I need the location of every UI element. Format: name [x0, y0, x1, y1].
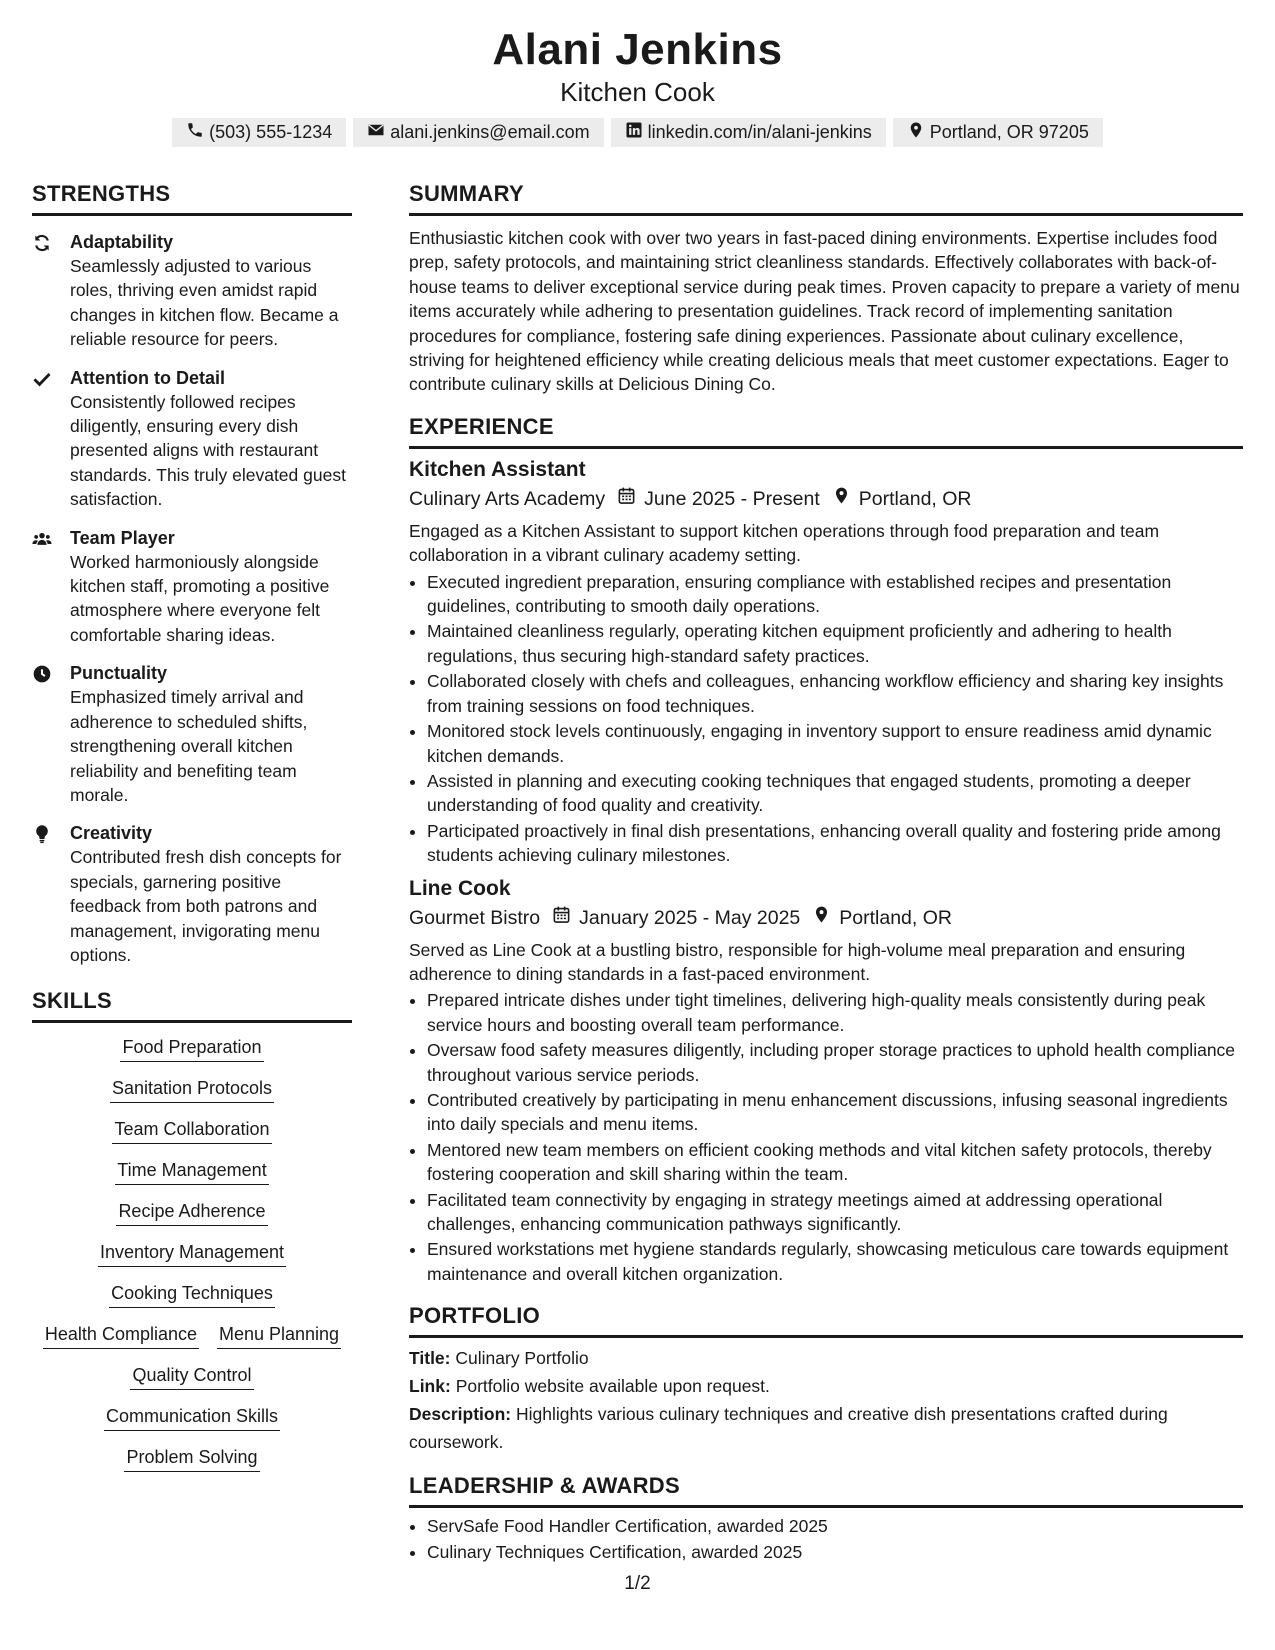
- job-entry: [409, 457, 1243, 868]
- strength-item: [32, 366, 352, 512]
- job-dates: June 2025 - Present: [644, 487, 820, 510]
- skill-tag: Time Management: [115, 1158, 268, 1185]
- right-column: [409, 180, 1243, 1565]
- job-bullets: [409, 570, 1243, 868]
- skills-list: [32, 1035, 352, 1472]
- portfolio-link: Portfolio website available upon request.: [455, 1376, 770, 1397]
- job-bullet: • Assisted in planning and executing cooking techniques that engaged students, promoting a deeper understanding of food quality and creativity.: [427, 769, 1243, 818]
- job-bullet: • Contributed creatively by participating in menu enhancement discussions, infusing seasonal ingredients into daily specials and menu items.: [427, 1088, 1243, 1137]
- candidate-name: Alani Jenkins: [492, 25, 783, 74]
- strength-item: [32, 661, 352, 807]
- phone-text: (503) 555-1234: [209, 122, 333, 142]
- email-text: alani.jenkins@email.com: [390, 122, 590, 142]
- job-bullet: • Mentored new team members on efficient cooking methods and vital kitchen safety protocols, thereby fostering cooperation and skill sharing within the team.: [427, 1138, 1243, 1187]
- phone-icon: [186, 121, 204, 144]
- award-item: • Culinary Techniques Certification, awarded 2025: [427, 1540, 1243, 1564]
- job-bullet: • Prepared intricate dishes under tight timelines, delivering high-quality meals consistently during peak service hours and boosting overall team performance.: [427, 988, 1243, 1037]
- strength-desc: Emphasized timely arrival and adherence to scheduled shifts, strengthening overall kitchen reliability and benefiting team morale.: [70, 687, 308, 805]
- sync-icon: [32, 230, 70, 352]
- job-description: Engaged as a Kitchen Assistant to support kitchen operations through food preparation and team collaboration in a vibrant culinary academy setting.: [409, 520, 1160, 566]
- skills-heading: SKILLS: [32, 987, 352, 1023]
- awards-list: [409, 1514, 1243, 1564]
- job-bullet: • Collaborated closely with chefs and colleagues, enhancing workflow efficiency and sharing key insights from training sessions on food techniques.: [427, 669, 1243, 718]
- portfolio-section: [409, 1344, 1243, 1456]
- portfolio-title-label: Title:: [409, 1348, 451, 1369]
- contact-bar: [0, 118, 1275, 147]
- award-item: • ServSafe Food Handler Certification, awarded 2025: [427, 1514, 1243, 1538]
- strength-item: [32, 526, 352, 648]
- summary-heading: SUMMARY: [409, 180, 1243, 216]
- clock-icon: [32, 661, 70, 807]
- resume-header: [0, 24, 1275, 147]
- check-icon: [32, 366, 70, 512]
- portfolio-title-line: [409, 1344, 1243, 1372]
- page-number: 1/2: [624, 1573, 651, 1594]
- strength-title: Team Player: [70, 527, 175, 548]
- summary-text: Enthusiastic kitchen cook with over two years in fast-paced dining environments. Expertise includes food prep, safety protocols, and maintaining strict cleanliness standards. Effectively collaborates with back-of-house teams to deliver exceptional service during peak times. Proven capacity to prepare a variety of menu items accurately while adhering to presentation guidelines. Track record of implementing sanitation procedures for compliance, fostering safe dining experiences. Passionate about culinary excellence, striving for heightened efficiency while creating delicious meals that meet customer expectations. Eager to contribute culinary skills at Delicious Dining Co.: [409, 228, 1240, 395]
- company-name: Culinary Arts Academy: [409, 487, 606, 510]
- skill-tag: Inventory Management: [98, 1240, 286, 1267]
- calendar-icon: [540, 904, 579, 932]
- job-entry: [409, 876, 1243, 1287]
- job-location: Portland, OR: [858, 487, 972, 510]
- strength-desc: Consistently followed recipes diligently, ensuring every dish presented aligns with restaurant standards. This truly elevated guest satisfaction.: [70, 391, 346, 510]
- job-bullets: [409, 988, 1243, 1286]
- calendar-icon: [605, 485, 644, 513]
- skill-tag: Menu Planning: [217, 1322, 341, 1349]
- linkedin-icon: [625, 121, 643, 144]
- skill-tag: Recipe Adherence: [116, 1199, 267, 1226]
- contact-linkedin[interactable]: [611, 118, 886, 147]
- portfolio-link-line: [409, 1372, 1243, 1400]
- candidate-title: Kitchen Cook: [560, 77, 715, 107]
- linkedin-text: linkedin.com/in/alani-jenkins: [647, 122, 872, 142]
- job-bullet: • Oversaw food safety measures diligently, including proper storage practices to uphold health compliance throughout various service periods.: [427, 1038, 1243, 1087]
- map-pin-icon: [800, 904, 839, 932]
- job-meta: [409, 904, 1243, 932]
- strength-desc: Contributed fresh dish concepts for specials, garnering positive feedback from both patrons and management, invigorating menu options.: [70, 847, 342, 965]
- portfolio-desc-label: Description:: [409, 1404, 512, 1425]
- portfolio-desc: Highlights various culinary techniques and creative dish presentations crafted during coursework.: [409, 1404, 1168, 1453]
- strength-title: Punctuality: [70, 663, 168, 684]
- strengths-heading: STRENGTHS: [32, 180, 352, 216]
- map-pin-icon: [820, 485, 859, 513]
- job-title: Line Cook: [409, 876, 511, 900]
- skill-tag: Communication Skills: [104, 1404, 280, 1431]
- skill-tag: Team Collaboration: [112, 1117, 271, 1144]
- awards-heading: LEADERSHIP & AWARDS: [409, 1472, 1243, 1508]
- skill-tag: Cooking Techniques: [109, 1281, 275, 1308]
- location-text: Portland, OR 97205: [929, 122, 1089, 142]
- job-dates: January 2025 - May 2025: [579, 906, 801, 929]
- job-location: Portland, OR: [839, 906, 952, 929]
- map-pin-icon: [907, 121, 925, 144]
- portfolio-heading: PORTFOLIO: [409, 1302, 1243, 1338]
- contact-phone[interactable]: [172, 118, 346, 147]
- lightbulb-icon: [32, 821, 70, 967]
- skill-tag: Problem Solving: [124, 1445, 259, 1472]
- strength-title: Creativity: [70, 823, 153, 844]
- skill-tag: Quality Control: [130, 1363, 253, 1390]
- skill-tag: Food Preparation: [120, 1035, 263, 1062]
- experience-heading: EXPERIENCE: [409, 413, 1243, 449]
- users-icon: [32, 526, 70, 648]
- envelope-icon: [367, 121, 385, 144]
- strength-item: [32, 821, 352, 967]
- job-bullet: • Ensured workstations met hygiene standards regularly, showcasing meticulous care towards equipment maintenance and overall kitchen organization.: [427, 1237, 1243, 1286]
- job-title: Kitchen Assistant: [409, 457, 586, 481]
- strength-desc: Worked harmoniously alongside kitchen staff, promoting a positive atmosphere where everyone felt comfortable sharing ideas.: [70, 551, 330, 645]
- job-description: Served as Line Cook at a bustling bistro, responsible for high-volume meal preparation and ensuring adherence to dining standards in a fast-paced environment.: [409, 939, 1186, 984]
- job-bullet: • Participated proactively in final dish presentations, enhancing overall quality and fostering pride among students achieving culinary milestones.: [427, 819, 1243, 868]
- contact-location: [893, 118, 1103, 147]
- portfolio-desc-line: [409, 1400, 1243, 1456]
- left-column: [32, 180, 352, 1472]
- job-bullet: • Monitored stock levels continuously, engaging in inventory support to ensure readiness amid dynamic kitchen demands.: [427, 719, 1243, 768]
- contact-email[interactable]: [353, 118, 603, 147]
- strength-item: [32, 230, 352, 352]
- strength-title: Adaptability: [70, 232, 174, 252]
- job-bullet: • Facilitated team connectivity by engaging in strategy meetings aimed at addressing operational challenges, enhancing communication pathways significantly.: [427, 1188, 1243, 1237]
- job-bullet: • Maintained cleanliness regularly, operating kitchen equipment proficiently and adhering to health regulations, thus securing high-standard safety practices.: [427, 619, 1243, 668]
- job-bullet: • Executed ingredient preparation, ensuring compliance with established recipes and presentation guidelines, contributing to smooth daily operations.: [427, 570, 1243, 619]
- portfolio-link-label: Link:: [409, 1376, 451, 1397]
- skill-tag: Health Compliance: [43, 1322, 199, 1349]
- strength-title: Attention to Detail: [70, 367, 225, 388]
- job-meta: [409, 485, 1243, 513]
- company-name: Gourmet Bistro: [409, 906, 541, 929]
- portfolio-title: Culinary Portfolio: [455, 1348, 589, 1369]
- skill-tag: Sanitation Protocols: [110, 1076, 274, 1103]
- strength-desc: Seamlessly adjusted to various roles, thriving even amidst rapid changes in kitchen flow. Became a reliable resource for peers.: [70, 256, 339, 350]
